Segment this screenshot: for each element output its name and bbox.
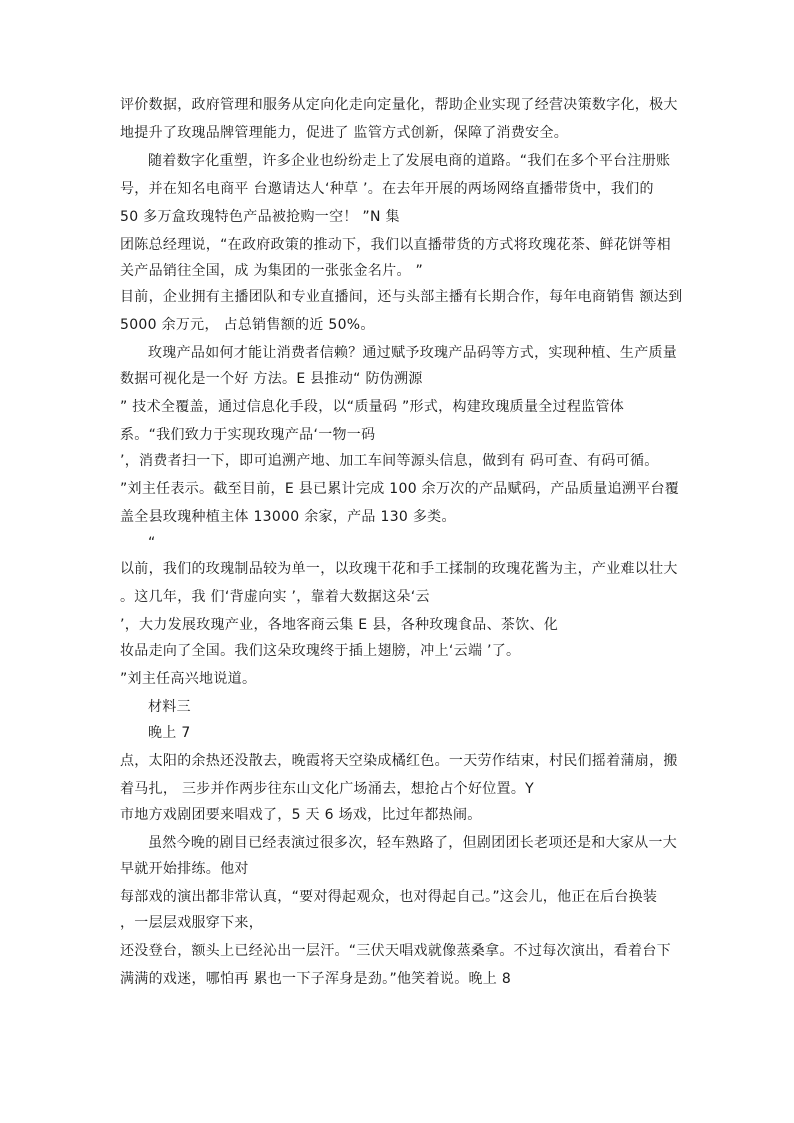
text-line: ’，大力发展玫瑰产业，各地客商云集 E 县，各种玫瑰食品、茶饮、化 (120, 617, 559, 633)
text-line: 满满的戏迷，哪怕再 累也一下子浑身是劲。”他笑着说。晚上 8 (120, 971, 512, 987)
section-heading: 材料三 (148, 699, 191, 715)
text-line: 关产品销往全国，成 为集团的一张张金名片。 ” (120, 263, 424, 279)
text-line: ”刘主任高兴地说道。 (120, 671, 257, 687)
text-line: 盖全县玫瑰种植主体 13000 余家，产品 130 多类。 (120, 509, 456, 525)
text-line: ，一层层戏服穿下来， (120, 915, 263, 931)
text-line: 数据可视化是一个好 方法。E 县推动“ 防伪溯源 (120, 371, 423, 387)
text-line: “ (148, 535, 156, 551)
text-line: 50 多万盒玫瑰特色产品被抢购一空！ ”N 集 (120, 209, 400, 225)
text-line: ” 技术全覆盖，通过信息化手段，以“质量码 ”形式，构建玫瑰质量全过程监管体 (120, 399, 625, 415)
text-line: 早就开始排练。他对 (120, 861, 249, 877)
text-line: 。这几年，我 们‘背虚向实 ’，靠着大数据这朵‘云 (120, 589, 430, 605)
text-line: ’，消费者扫一下，即可追溯产地、加工车间等源头信息，做到有 码可查、有码可循。 (120, 453, 659, 469)
text-line: 晚上 7 (148, 725, 191, 741)
text-line: 还没登台，额头上已经沁出一层汗。“三伏天唱戏就像蒸桑拿。不过每次演出，看着台下 (120, 943, 671, 959)
text-line: 地提升了玫瑰品牌管理能力，促进了 监管方式创新，保障了消费安全。 (120, 125, 569, 141)
text-line: 5000 余万元， 占总销售额的近 50%。 (120, 317, 375, 333)
text-line: 市地方戏剧团要来唱戏了，5 天 6 场戏，比过年都热闹。 (120, 807, 482, 823)
text-line: ”刘主任表示。截至目前，E 县已累计完成 100 余万次的产品赋码，产品质量追溯平台覆 (120, 481, 680, 497)
text-line: 每部戏的演出都非常认真，“要对得起观众，也对得起自己。”这会儿，他正在后台换装 (120, 889, 658, 905)
text-line: 着马扎， 三步并作两步往东山文化广场涌去，想抢占个好位置。Y (120, 781, 534, 797)
text-line: 系。“我们致力于实现玫瑰产品‘一物一码 (120, 427, 376, 443)
text-line: 目前，企业拥有主播团队和专业直播间，还与头部主播有长期合作，每年电商销售 额达到 (120, 289, 683, 305)
text-line: 评价数据，政府管理和服务从定向化走向定量化，帮助企业实现了经营决策数字化，极大 (120, 97, 678, 113)
text-line: 团陈总经理说，“在政府政策的推动下，我们以直播带货的方式将玫瑰花茶、鲜花饼等相 (120, 237, 671, 253)
text-line: 妆品走向了全国。我们这朵玫瑰终于插上翅膀，冲上‘云端 ’了。 (120, 643, 521, 659)
text-line: 以前，我们的玫瑰制品较为单一，以玫瑰干花和手工揉制的玫瑰花酱为主，产业难以壮大 (120, 561, 678, 577)
text-line: 玫瑰产品如何才能让消费者信赖？通过赋予玫瑰产品码等方式，实现种植、生产质量 (148, 345, 678, 361)
text-line: 号，并在知名电商平 台邀请达人‘种草 ’。在去年开展的两场网络直播带货中，我们的 (120, 181, 654, 197)
text-line: 随着数字化重塑，许多企业也纷纷走上了发展电商的道路。“我们在多个平台注册账 (148, 153, 671, 169)
text-line: 虽然今晚的剧目已经表演过很多次，轻车熟路了，但剧团团长老项还是和大家从一大 (148, 835, 678, 851)
text-line: 点，太阳的余热还没散去，晚霞将天空染成橘红色。一天劳作结束，村民们摇着蒲扇，搬 (120, 753, 678, 769)
